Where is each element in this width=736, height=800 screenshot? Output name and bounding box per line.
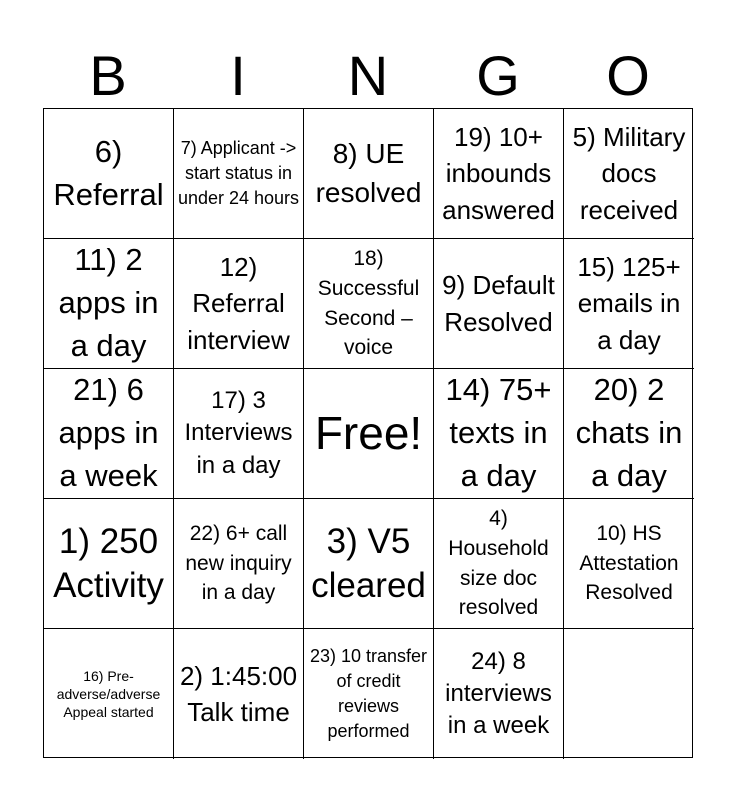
bingo-cell[interactable]: 22) 6+ call new inquiry in a day xyxy=(174,499,304,629)
bingo-cell[interactable]: 20) 2 chats in a day xyxy=(564,369,694,499)
bingo-cell[interactable]: 15) 125+ emails in a day xyxy=(564,239,694,369)
header-letter-o: O xyxy=(606,44,650,107)
bingo-cell[interactable]: 7) Applicant -> start status in under 24 hours xyxy=(174,109,304,239)
bingo-cell[interactable]: 11) 2 apps in a day xyxy=(44,239,174,369)
bingo-cell[interactable]: 5) Military docs received xyxy=(564,109,694,239)
bingo-cell[interactable]: 6) Referral xyxy=(44,109,174,239)
bingo-cell[interactable]: 8) UE resolved xyxy=(304,109,434,239)
bingo-cell[interactable] xyxy=(564,629,694,759)
bingo-cell[interactable]: 1) 250 Activity xyxy=(44,499,174,629)
header-letter-b: B xyxy=(89,44,127,107)
bingo-cell[interactable]: 21) 6 apps in a week xyxy=(44,369,174,499)
bingo-cell[interactable]: 18) Successful Second – voice xyxy=(304,239,434,369)
bingo-cell[interactable]: 14) 75+ texts in a day xyxy=(434,369,564,499)
bingo-cell[interactable]: 23) 10 transfer of credit reviews performed xyxy=(304,629,434,759)
bingo-cell[interactable]: 24) 8 interviews in a week xyxy=(434,629,564,759)
bingo-cell[interactable]: 17) 3 Interviews in a day xyxy=(174,369,304,499)
bingo-cell[interactable]: 19) 10+ inbounds answered xyxy=(434,109,564,239)
header-letter-n: N xyxy=(347,44,389,107)
bingo-card-grid xyxy=(43,108,693,758)
bingo-cell[interactable]: 2) 1:45:00 Talk time xyxy=(174,629,304,759)
bingo-header xyxy=(43,40,693,108)
bingo-cell[interactable]: 10) HS Attestation Resolved xyxy=(564,499,694,629)
bingo-cell[interactable]: 16) Pre-adverse/adverse Appeal started xyxy=(44,629,174,759)
header-letter-g: G xyxy=(476,44,520,107)
bingo-cell[interactable]: 9) Default Resolved xyxy=(434,239,564,369)
bingo-cell[interactable]: 4) Household size doc resolved xyxy=(434,499,564,629)
bingo-free-space[interactable]: Free! xyxy=(304,369,434,499)
header-letter-i: I xyxy=(230,44,246,107)
bingo-cell[interactable]: 3) V5 cleared xyxy=(304,499,434,629)
bingo-cell[interactable]: 12) Referral interview xyxy=(174,239,304,369)
